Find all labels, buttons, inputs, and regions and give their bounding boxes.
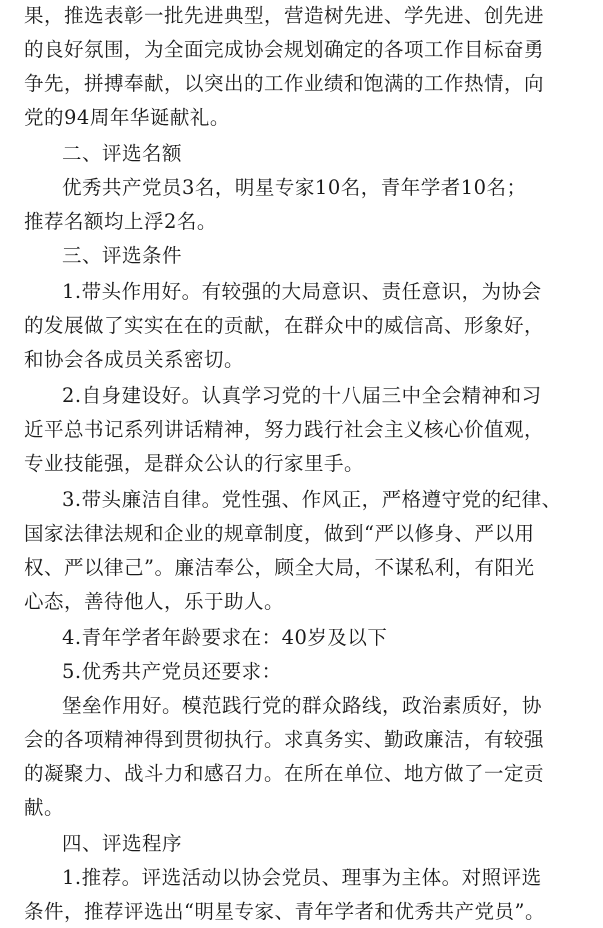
text-line: 4.青年学者年龄要求在：40岁及以下 — [62, 626, 388, 649]
text-line: 条件，推荐评选出“明星专家、青年学者和优秀共产党员”。 — [24, 900, 545, 923]
text-line: 和协会各成员关系密切。 — [24, 348, 245, 371]
text-line: 优秀共产党员3名，明星专家10名，青年学者10名； — [62, 176, 527, 199]
section-heading: 二、评选名额 — [62, 142, 183, 165]
text-line: 1.推荐。评选活动以协会党员、理事为主体。对照评选 — [62, 866, 542, 889]
text-line: 的发展做了实实在在的贡献，在群众中的威信高、形象好， — [24, 314, 545, 337]
text-line: 的良好氛围，为全面完成协会规划确定的各项工作目标奋勇 — [24, 38, 545, 61]
section-heading: 三、评选条件 — [62, 244, 183, 267]
text-line: 3.带头廉洁自律。党性强、作风正，严格遵守党的纪律、 — [62, 488, 562, 511]
text-line: 心态，善待他人，乐于助人。 — [24, 590, 285, 613]
text-line: 的凝聚力、战斗力和感召力。在所在单位、地方做了一定贡 — [24, 762, 545, 785]
text-line: 1.带头作用好。有较强的大局意识、责任意识，为协会 — [62, 280, 542, 303]
text-line: 国家法律法规和企业的规章制度，做到“严以修身、严以用 — [24, 522, 535, 545]
text-line: 会的各项精神得到贯彻执行。求真务实、勤政廉洁，有较强 — [24, 728, 545, 751]
text-line: 献。 — [24, 796, 65, 819]
text-line: 推荐名额均上浮2名。 — [24, 210, 217, 233]
text-line: 专业技能强，是群众公认的行家里手。 — [24, 452, 365, 475]
text-line: 2.自身建设好。认真学习党的十八届三中全会精神和习 — [62, 384, 542, 407]
text-line: 权、严以律己”。廉洁奉公，顾全大局，不谋私利，有阳光 — [24, 556, 535, 579]
text-line: 5.优秀共产党员还要求： — [62, 660, 282, 683]
text-line: 近平总书记系列讲话精神，努力践行社会主义核心价值观， — [24, 418, 545, 441]
text-line: 果，推选表彰一批先进典型，营造树先进、学先进、创先进 — [24, 4, 545, 27]
text-line: 党的94周年华诞献礼。 — [24, 106, 230, 129]
section-heading: 四、评选程序 — [62, 832, 183, 855]
text-line: 堡垒作用好。模范践行党的群众路线，政治素质好，协 — [62, 694, 543, 717]
text-line: 争先，拼搏奉献，以突出的工作业绩和饱满的工作热情，向 — [24, 72, 545, 95]
